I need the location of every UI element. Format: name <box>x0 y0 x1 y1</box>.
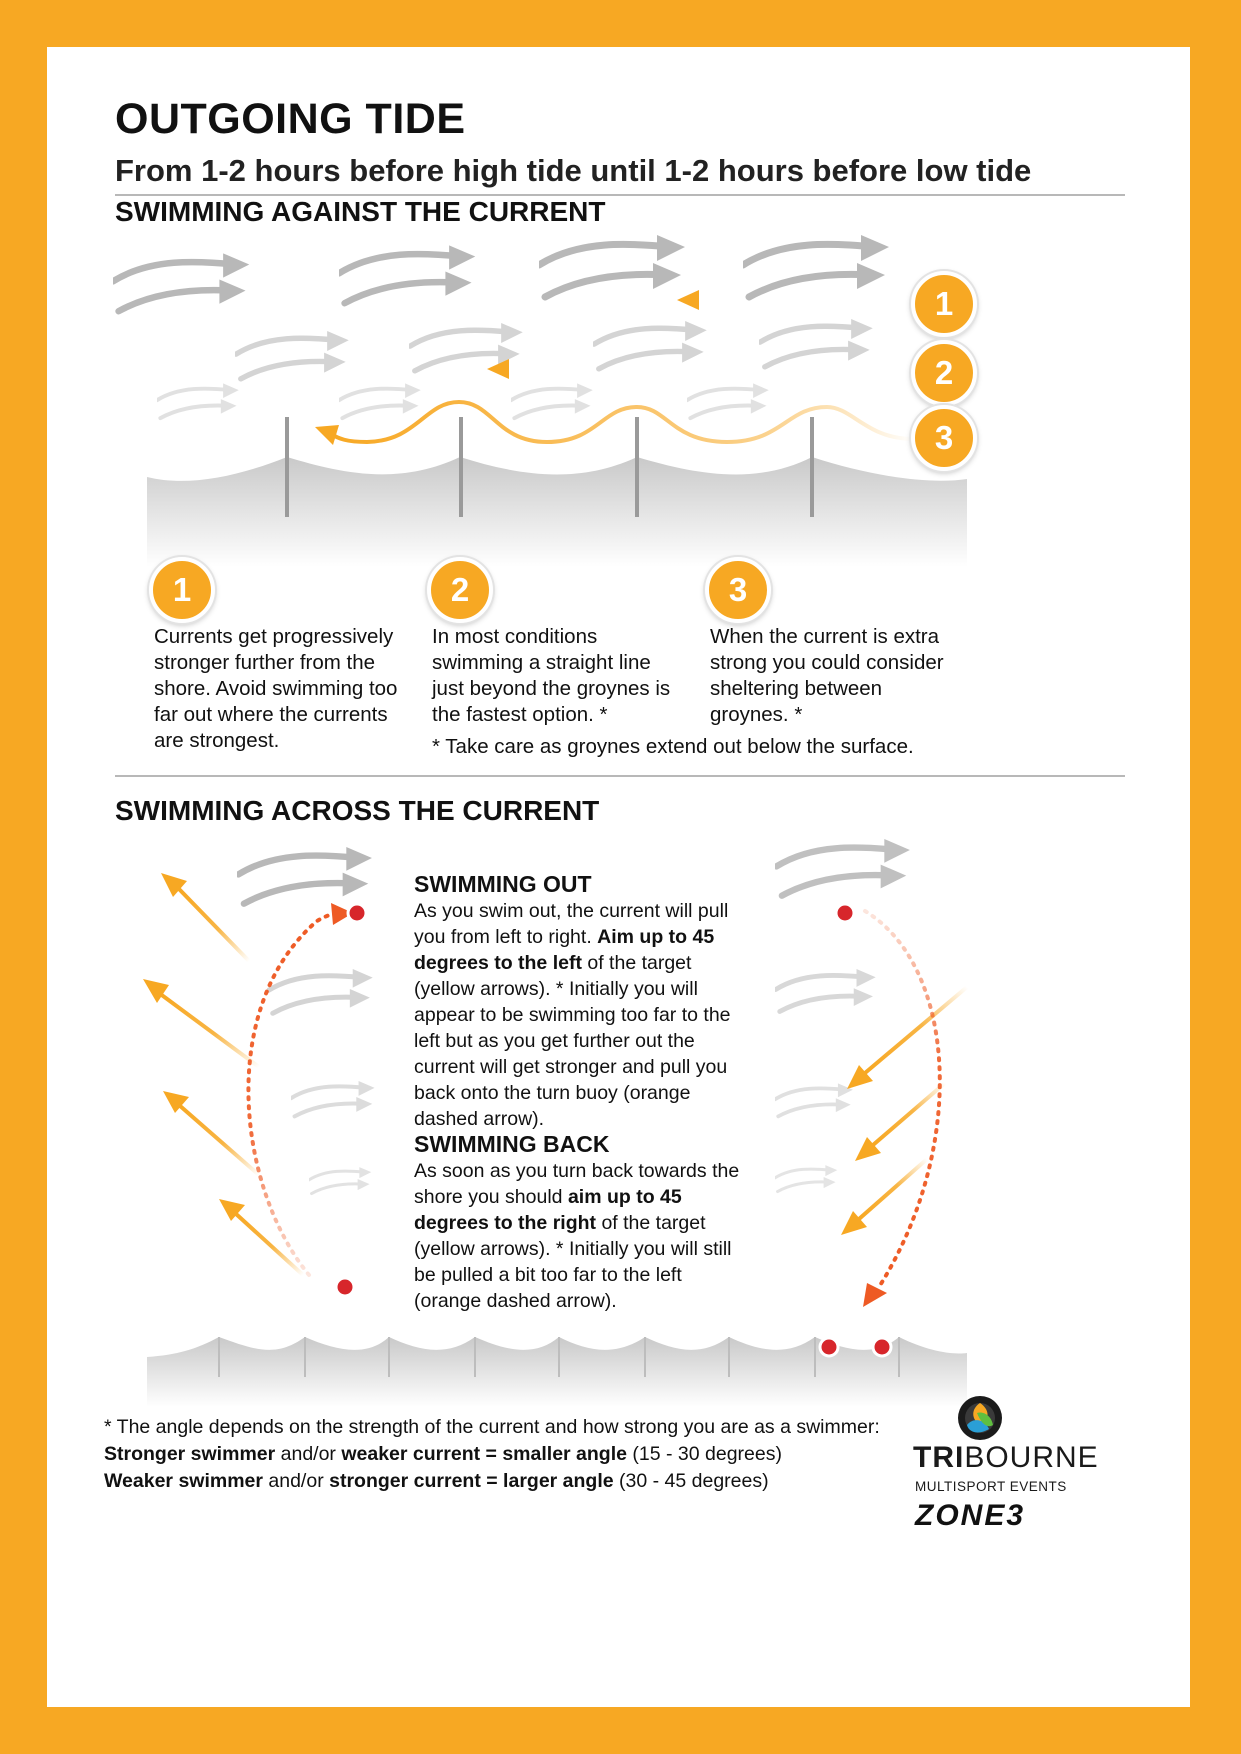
shoreline-across <box>147 1337 967 1407</box>
tribourne-logo: TRIBOURNE <box>913 1441 1099 1474</box>
route-2-badge: 2 <box>911 340 977 406</box>
route-3-badge: 3 <box>911 405 977 471</box>
drift-path-out <box>248 913 339 1275</box>
swimming-out-block <box>414 871 744 1132</box>
swimming-back-block <box>414 1131 744 1314</box>
tribourne-tagline: MULTISPORT EVENTS <box>915 1479 1067 1494</box>
footnote-line-1: * The angle depends on the strength of the current and how strong you are as a swimmer: <box>104 1416 880 1438</box>
page-subtitle: From 1-2 hours before high tide until 1-2 hours before low tide <box>115 153 1032 188</box>
angle-footnote <box>104 1414 924 1495</box>
step-3-badge: 3 <box>705 557 771 623</box>
drift-path-back-arrowhead <box>863 1283 887 1307</box>
zone3-logo: ZONE3 <box>915 1499 1026 1532</box>
aim-left-arrows <box>143 873 303 1275</box>
swimming-out-heading: SWIMMING OUT <box>414 871 592 897</box>
footnote-line-2: Stronger swimmer and/or weaker current = smaller angle (15 - 30 degrees) <box>104 1443 782 1465</box>
swimming-back-text: As soon as you turn back towards the shore you should aim up to 45 degrees to the right of the target (yellow arrows). * Initially you will still be pulled a bit too far to the left (orange dashed arrow). <box>414 1160 740 1312</box>
footnote-line-3: Weaker swimmer and/or stronger current = larger angle (30 - 45 degrees) <box>104 1470 769 1492</box>
step-1-text: Currents get progressively stronger further from the shore. Avoid swimming too far out where the currents are strongest. <box>154 625 398 752</box>
section-title-against: SWIMMING AGAINST THE CURRENT <box>115 196 606 227</box>
right-current-gusts <box>775 839 910 1192</box>
aim-right-arrows <box>841 987 967 1235</box>
step-1-badge: 1 <box>149 557 215 623</box>
route-1-badge: 1 <box>911 271 977 337</box>
step-3-text: When the current is extra strong you could consider sheltering between groynes. * <box>710 625 944 726</box>
swimming-back-heading: SWIMMING BACK <box>414 1131 610 1157</box>
swimming-out-text: As you swim out, the current will pull you from left to right. Aim up to 45 degrees to the left of the target (yellow arrows). * Initially you will appear to be swimming too far to the left but as you get further out the current will get stronger and pull you back onto the turn buoy (orange dashed arrow). <box>414 900 731 1130</box>
brand-logo-mark <box>958 1396 1002 1440</box>
section-title-across: SWIMMING ACROSS THE CURRENT <box>115 795 600 826</box>
infographic-page <box>47 47 1190 1707</box>
page-title: OUTGOING TIDE <box>115 95 466 143</box>
step-2-text: In most conditions swimming a straight line just beyond the groynes is the fastest option. * <box>432 625 671 726</box>
groyne-note: * Take care as groynes extend out below the surface. <box>432 735 914 758</box>
step-2-badge: 2 <box>427 557 493 623</box>
